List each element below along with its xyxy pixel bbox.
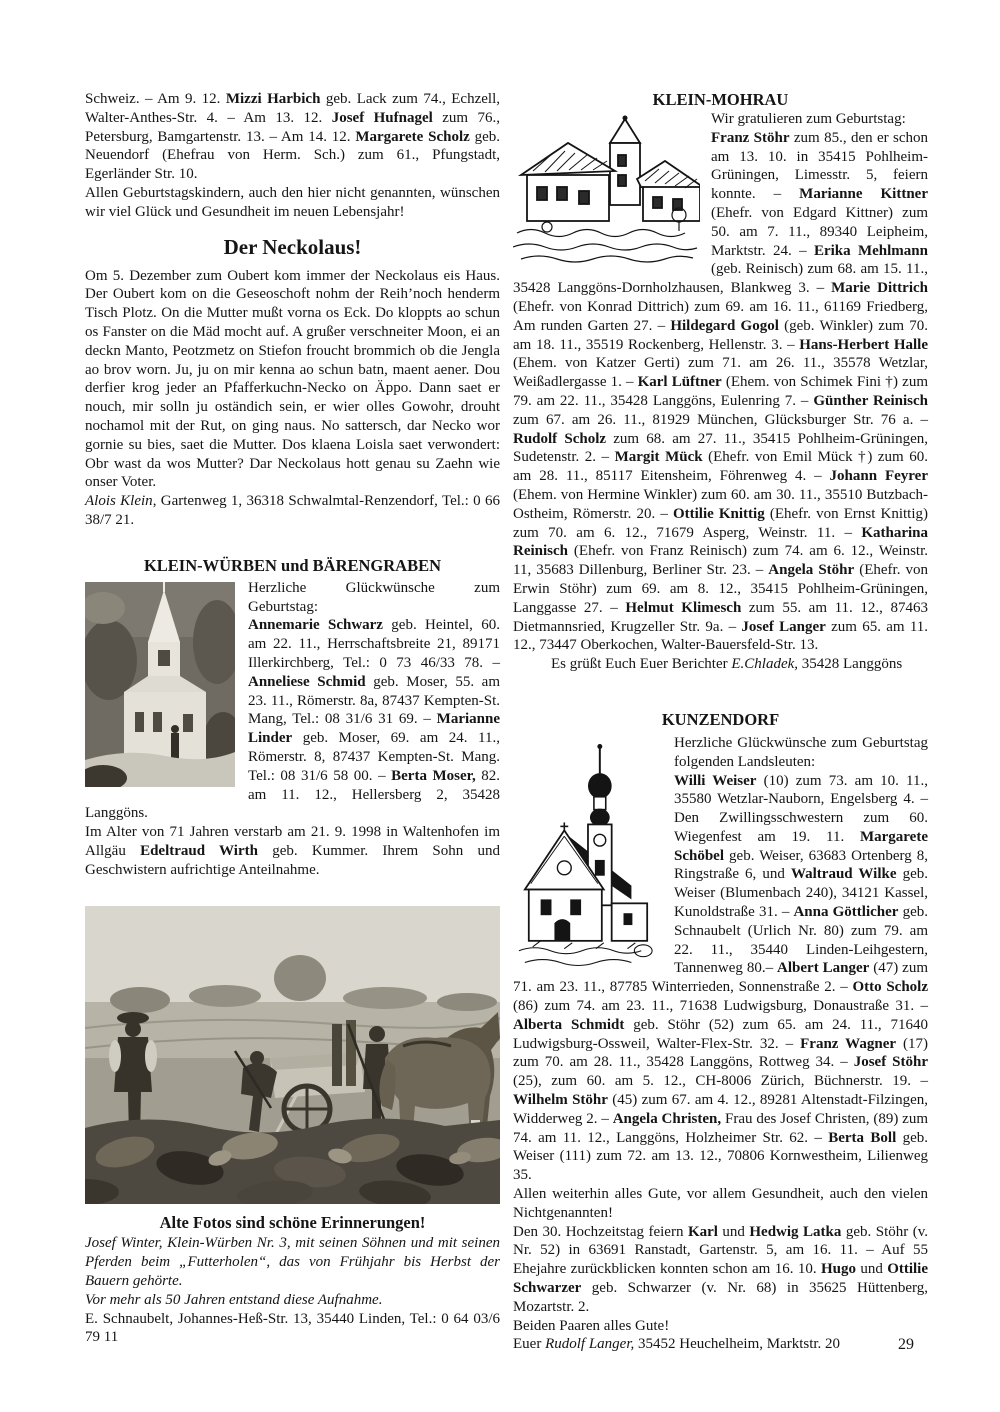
kunzendorf-greeting: Herzliche Glückwünsche zum Geburtstag folgenden Landsleuten: — [674, 734, 928, 770]
kunzendorf-section — [513, 734, 928, 1185]
klein-mohrau-heading: KLEIN-MOHRAU — [652, 90, 789, 109]
obituary-paragraph: Im Alter von 71 Jahren verstarb am 21. 9. 1998 in Waltenhofen im Allgäu Edeltraud Wirth geb. Kummer. Ihrem Sohn und Geschwistern aufrichtige Anteilnahme. — [85, 824, 501, 878]
kunzendorf-closing: Beiden Paaren alles Gute! — [513, 1317, 670, 1334]
kunzendorf-wishes: Allen weiterhin alles Gute, vor allem Gesundheit, auch den vielen Nichtgenannten! — [513, 1186, 928, 1221]
klein-wuerben-heading: KLEIN-WÜRBEN und BÄRENGRABEN — [143, 555, 442, 575]
kunzendorf-signature: Euer Rudolf Langer, 35452 Heuchelheim, Marktstr. 20 — [513, 1336, 841, 1353]
klein-mohrau-section — [513, 110, 928, 655]
neckolaus-heading: Der Neckolaus! — [223, 234, 362, 259]
photo-caption-line2: Vor mehr als 50 Jahren entstand diese Aufnahme. — [85, 1291, 383, 1308]
photo-caption-title: Alte Fotos sind schöne Erinnerungen! — [159, 1213, 426, 1233]
birthday-wishes-paragraph: Allen Geburtstagskindern, auch den hier nicht genannten, wünschen wir viel Glück und Gesundheit im neuen Lebensjahr! — [85, 184, 500, 220]
klein-mohrau-greeting: Wir gratulieren zum Geburtstag: — [711, 111, 906, 127]
intro-birthday-paragraph: Schweiz. – Am 9. 12. Mizzi Harbich geb. Lack zum 74., Echzell, Walter-Anthes-Str. 4. – Am 13. 12. Josef Hufnagel zum 76., Petersburg, Bamgartenstr. 13. – Am 14. 12. Margarete Scholz geb. Neuendorf (Ehefrau von Herm. Sch.) zum 61., Pfungstadt, Egerländer Str. 10. — [85, 91, 500, 183]
farm-photo-image — [85, 906, 500, 1204]
photo-caption-contact: E. Schnaubelt, Johannes-Heß-Str. 13, 35440 Linden, Tel.: 0 64 03/6 79 11 — [85, 1310, 500, 1346]
page-number: 29 — [898, 1336, 914, 1353]
right-column — [513, 90, 928, 1354]
klein-mohrau-church-drawing — [513, 113, 700, 263]
kunzendorf-birthdays: Willi Weiser (10) zum 73. am 10. 11., 35580 Wetzlar-Nauborn, Engelsberg 4. – Den Zwillingsschwestern zum 60. Wiegenfest am 19. 11. Margarete Schöbel geb. Weiser, 63683 Ortenberg 8, Ringstraße 6, und Waltraud Wilke geb. Weiser (Blumenbach 240), 34121 Kassel, Kunoldstraße 31. – Anna Göttlicher geb. Schnaubelt (Urlich Nr. 80) zum 79. am 22. 11., 35440 Linden-Leihgestern, Tannenweg 80.– Albert Langer (47) zum 71. am 23. 11., 87785 Winterrieden, Sonnenstraße 2. – Otto Scholz (86) zum 74. am 23. 11., 71638 Ludwigsburg, Donaustraße 31. – Alberta Schmidt geb. Stöhr (52) zum 65. am 24. 11., 71640 Ludwigsburg-Ossweil, Walter-Flex-Str. 32. – Franz Wagner (17) zum 70. am 28. 11., 35428 Langgöns, Rottweg 34. – Josef Stöhr (25), zum 60. am 5. 12., CH-8006 Zürich, Büchnerstr. 19. – Wilhelm Stöhr (45) zum 67. am 4. 12., 89281 Altenstadt-Filzingen, Widderweg 2. – Angela Christen, Frau des Josef Christen, (89) zum 74. am 11. 12., Langgöns, Holzheimer Str. 62. – Berta Boll geb. Weiser (111) zum 72. am 13. 12., 70806 Kornwestheim, Lilienweg 35. — [513, 772, 929, 1184]
klein-wuerben-section — [85, 579, 500, 823]
klein-wuerben-greeting: Herzliche Glückwünsche zum Geburtstag: — [248, 579, 500, 615]
kunzendorf-heading: KUNZENDORF — [661, 709, 780, 729]
klein-mohrau-closing: Es grüßt Euch Euer Berichter E.Chladek, 35428 Langgöns — [551, 656, 903, 673]
photo-caption-line1: Josef Winter, Klein-Würben Nr. 3, mit seinen Söhnen und mit seinen Pferden beim „Futterholen“, das von Frühjahr bis Herbst der Bauern gehörte. — [85, 1235, 500, 1290]
neckolaus-signature: Alois Klein, Gartenweg 1, 36318 Schwalmtal-Renzendorf, Tel.: 0 66 38/7 21. — [85, 493, 500, 528]
two-column-layout — [85, 90, 928, 1354]
kunzendorf-church-drawing — [513, 738, 661, 972]
klein-mohrau-birthdays: Franz Stöhr zum 85., den er schon am 13. 10. in 35415 Pohlheim-Grüningen, Limesstr. 5, feiern konnte. – Marianne Kittner (Ehefr. von Edgard Kittner) zum 50. am 7. 11., 89340 Leipheim, Marktstr. 24. – Erika Mehlmann (geb. Reinisch) zum 68. am 15. 11., 35428 Langgöns-Dornholzhausen, Blankweg 3. – Marie Dittrich (Ehefr. von Konrad Dittrich) zum 69. am 16. 11., 61169 Friedberg, Am runden Garten 27. – Hildegard Gogol (geb. Winkler) zum 70. am 18. 11., 35519 Rockenberg, Hellenstr. 3. – Hans-Herbert Halle (Ehem. von Katzer Gerti) zum 71. am 26. 11., 35578 Wetzlar, Weißadlergasse 1. – Karl Lüftner (Ehem. von Schimek Fini †) zum 79. am 22. 11., 35428 Langgöns, Eulenring 7. – Günther Reinisch zum 67. am 26. 11., 81929 München, Glücksburger Str. 76 a. – Rudolf Scholz zum 68. am 27. 11., 35415 Pohlheim-Grüningen, Sudetenstr. 2. – Margit Mück (Ehefr. von Emil Mück †) zum 60. am 28. 11., 85117 Eitensheim, Föhrenweg 4. – Johann Feyrer (Ehem. von Hermine Winkler) zum 60. am 30. 11., 35510 Butzbach-Ostheim, Römerstr. 20. – Ottilie Knittig (Ehefr. von Ernst Knittig) zum 70. am 6. 12., 71679 Asperg, Weinstr. 11. – Katharina Reinisch (Ehefr. von Franz Reinisch) zum 74. am 6. 12., Weinstr. 11, 35683 Dillenburg, Berliner Str. 23. – Angela Stöhr (Ehefr. von Erwin Stöhr) zum 69. am 8. 12., 35415 Pohlheim-Grüningen, Langgasse 27. – Helmut Klimesch zum 55. am 11. 12., 87463 Dietmannsried, Krugzeller Str. 9a. – Josef Langer zum 65. am 11. 12., 73447 Oberkochen, Walter-Bauersfeld-Str. 13. — [513, 129, 929, 654]
neckolaus-story: Om 5. Dezember zum Oubert kom immer der Neckolaus eis Haus. Der Oubert kom on die Geseoschoft nohm der Reih’noch henderm Tisch Plotz. On die Mutter mußt vorna os Eck. Do kloppts ao schun os Fanster on die Mäd mocht auf. A grußer verschneiter Moon, ei an deckn Manto, Peotzmetz on Stiefon froucht brommich ob die Jengla ao brov worn. Ju, ju on mir kenna ao schun batn, maent aener. Dou derfier krog jeder an Pfafferkuchn-Necko on Äppo. Dann saet er nouch, mir solln ju oständich sein, er wier olles Gowohr, drouht nochamol mit der Rut, on ging naus. No sattersch, dar Necko wor gornie su bies, saet die Mutter. Dos klaena Loisla saet verwondert: Obr wast da wos Mutter? Dar Neckolaus hott genau su Zaehn wie onser Voter. — [85, 267, 500, 491]
church-photo-image — [85, 582, 235, 787]
left-column — [85, 90, 500, 1354]
klein-wuerben-birthdays: Annemarie Schwarz geb. Heintel, 60. am 22. 11., Herrschaftsbreite 21, 89171 Illerkirchberg, Tel.: 0 73 46/33 78. – Anneliese Schmid geb. Moser, 55. am 23. 11., Römerstr. 8a, 87437 Kempten-St. Mang, Tel.: 08 31/6 31 69. – Marianne Linder geb. Moser, 69. am 24. 11., Römerstr. 8, 87437 Kempten-St. Mang. Tel.: 08 31/6 58 00. – Berta Moser, 82. am 11. 12., Hellersberg 2, 35428 Langgöns. — [85, 617, 501, 822]
kunzendorf-anniversaries: Den 30. Hochzeitstag feiern Karl und Hedwig Latka geb. Stöhr (v. Nr. 52) in 63691 Ranstadt, Gartenstr. 5, am 16. 11. – Auf 55 Ehejahre zurückblicken konnten schon am 16. 10. Hugo und Ottilie Schwarzer geb. Schwarzer (v. Nr. 68) in 35625 Hüttenberg, Mozartstr. 2. — [513, 1223, 929, 1315]
